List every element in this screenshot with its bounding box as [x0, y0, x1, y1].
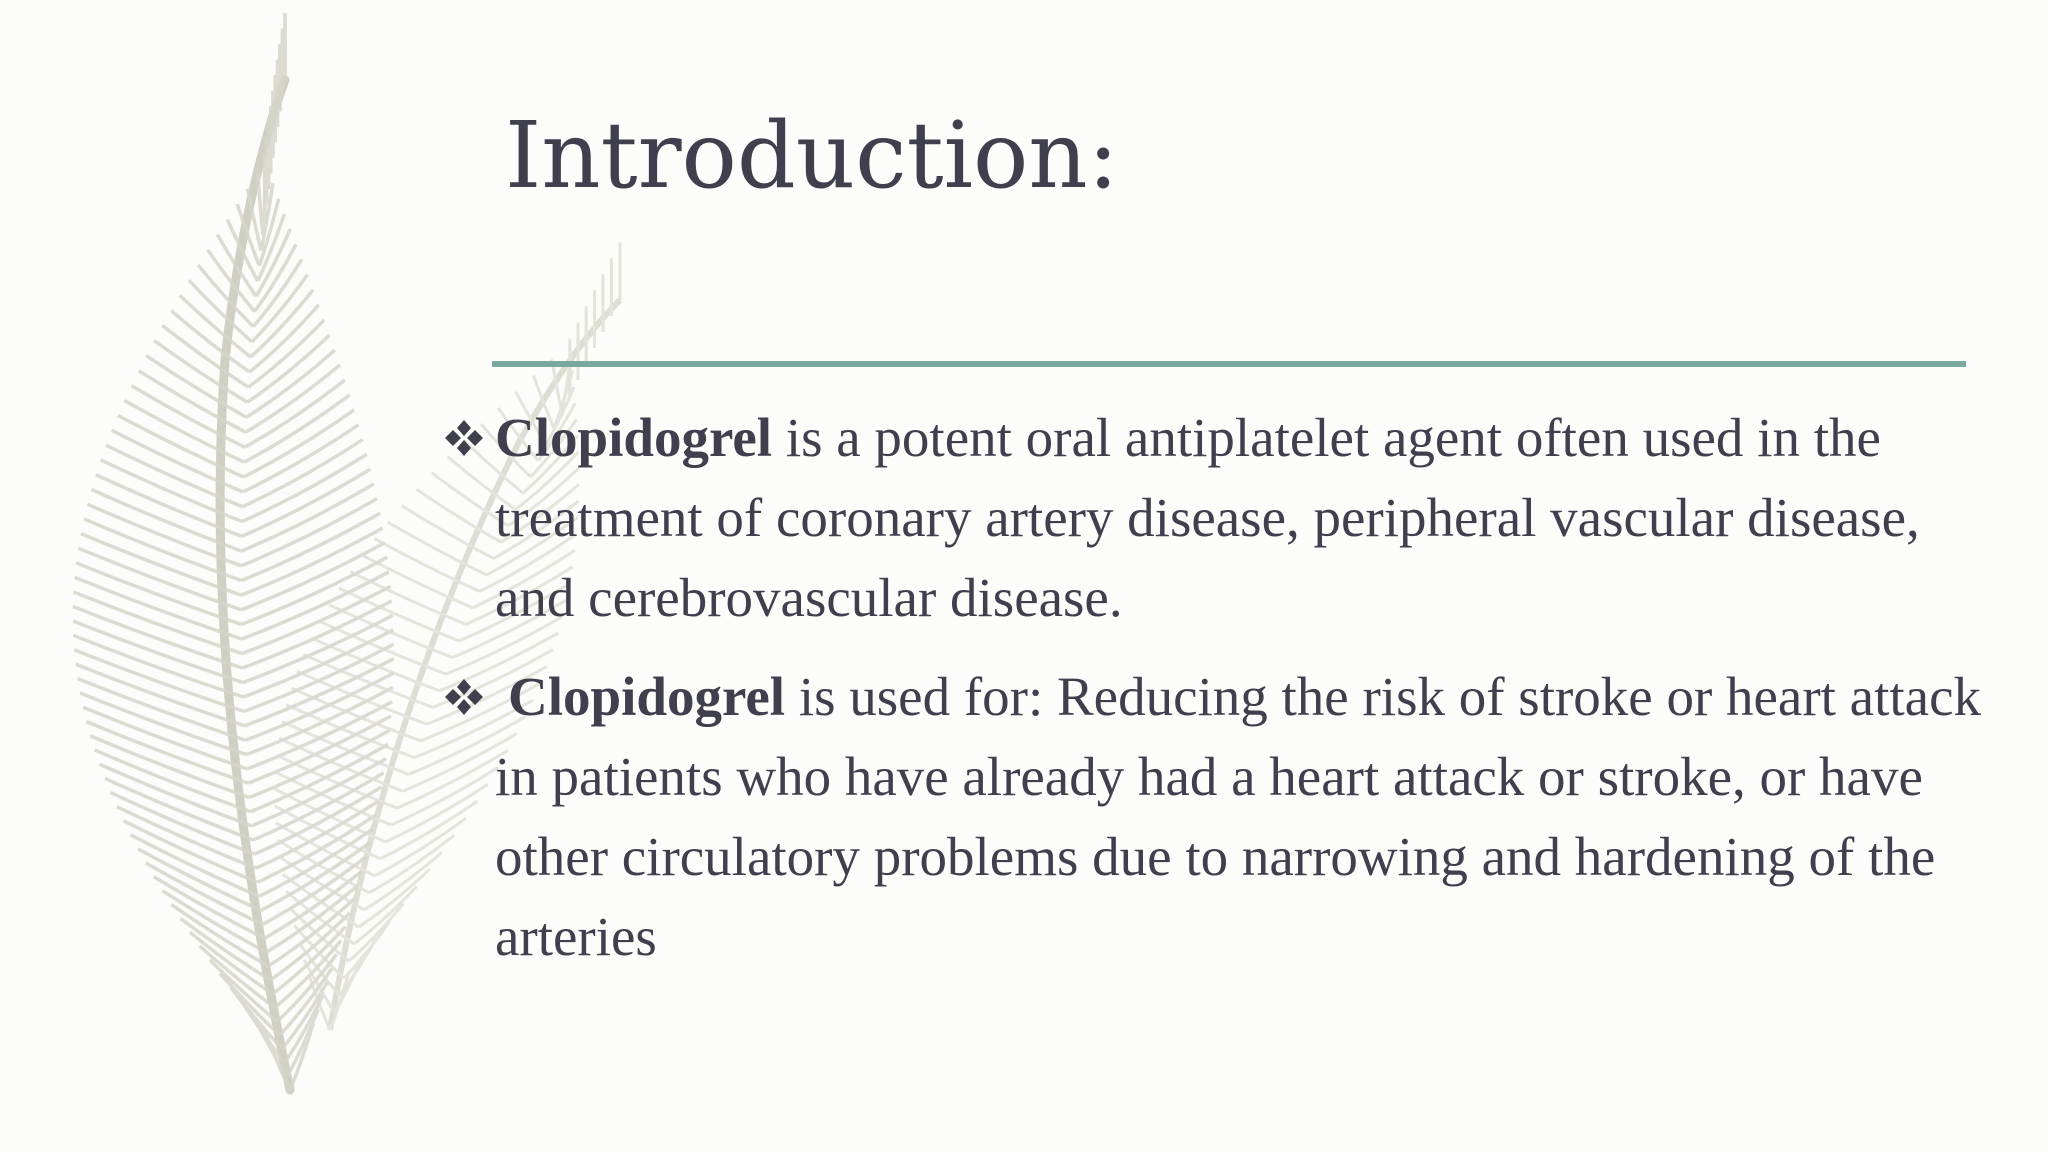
- bullet-bold-term: Clopidogrel: [495, 407, 773, 468]
- four-diamond-bullet-icon: [440, 398, 488, 478]
- bullet-text: is used for: Reducing the risk of stroke or heart attack in patients who have already had a heart attack or stroke, or have other circulatory problems due to narrowing and hardening of the arteries: [495, 666, 1981, 967]
- bullet-text: is a potent oral antiplatelet agent often used in the treatment of coronary artery disease, peripheral vascular disease, and cerebrovascular disease.: [495, 407, 1920, 628]
- title-divider: [492, 361, 1966, 367]
- bullet-list: [440, 398, 1985, 996]
- bullet-item: [440, 657, 1985, 977]
- bullet-bold-term: Clopidogrel: [508, 666, 786, 727]
- four-diamond-bullet-icon: [440, 657, 488, 737]
- bullet-item: [440, 398, 1985, 638]
- slide-title: Introduction:: [505, 102, 1119, 209]
